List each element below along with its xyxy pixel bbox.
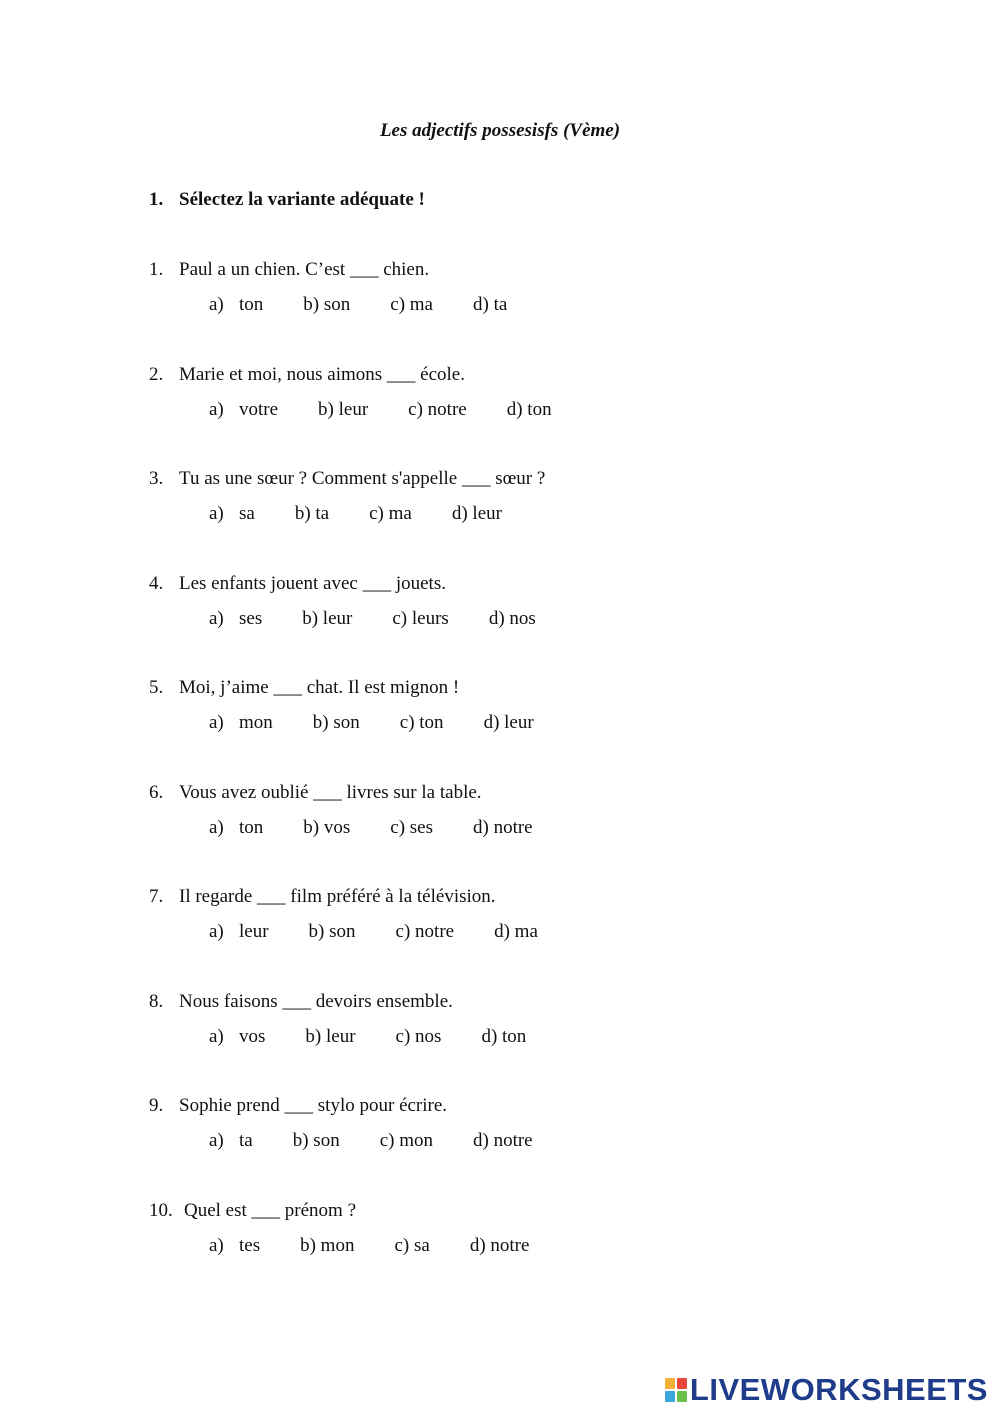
answer-option-d[interactable]: d) nos: [488, 608, 536, 629]
logo-square: [677, 1391, 687, 1402]
answer-option-b[interactable]: b) mon: [300, 1235, 355, 1256]
option-letter: a): [209, 1235, 224, 1256]
question-item: [149, 781, 849, 840]
answer-option-b[interactable]: b) leur: [318, 399, 369, 420]
answer-option-a[interactable]: [209, 920, 269, 944]
answer-option-b[interactable]: b) ta: [294, 503, 330, 524]
question-text: Sophie prend ___ stylo pour écrire.: [179, 1095, 448, 1116]
answer-option-d[interactable]: d) notre: [469, 1235, 530, 1256]
question-number: 1.: [149, 259, 164, 280]
question-line: [149, 781, 849, 805]
answer-option-b[interactable]: b) son: [292, 1130, 340, 1151]
question-text: Vous avez oublié ___ livres sur la table.: [179, 782, 482, 803]
option-word: mon: [239, 712, 273, 733]
logo-text: LIVEWORKSHEETS: [689, 1372, 988, 1407]
answer-option-c[interactable]: c) nos: [395, 1026, 442, 1047]
answer-option-c[interactable]: c) mon: [379, 1130, 433, 1151]
question-line: [149, 990, 849, 1014]
answer-option-d[interactable]: d) ton: [506, 399, 552, 420]
answer-option-b[interactable]: b) son: [308, 921, 356, 942]
question-text: Quel est ___ prénom ?: [184, 1200, 357, 1221]
question-text: Paul a un chien. C’est ___ chien.: [179, 259, 430, 280]
question-item: [149, 467, 849, 526]
question-line: [149, 363, 849, 387]
answer-option-c[interactable]: c) ton: [399, 712, 444, 733]
option-word: ses: [239, 608, 263, 629]
logo-square: [665, 1378, 675, 1389]
answer-option-c[interactable]: c) notre: [395, 921, 455, 942]
option-letter: a): [209, 503, 224, 524]
question-line: [149, 885, 849, 909]
question-line: [149, 1199, 849, 1223]
question-text: Moi, j’aime ___ chat. Il est mignon !: [179, 677, 460, 698]
section-number: 1.: [149, 189, 164, 210]
answer-options: [209, 1129, 849, 1153]
option-word: tes: [239, 1235, 261, 1256]
answer-option-a[interactable]: [209, 1129, 253, 1153]
option-letter: a): [209, 1026, 224, 1047]
answer-option-d[interactable]: d) leur: [451, 503, 502, 524]
section-heading-text: Sélectez la variante adéquate !: [179, 189, 425, 210]
answer-option-d[interactable]: d) ton: [481, 1026, 527, 1047]
answer-options: [209, 816, 849, 840]
question-item: [149, 1199, 849, 1258]
answer-option-a[interactable]: [209, 607, 262, 631]
answer-option-b[interactable]: b) son: [312, 712, 360, 733]
question-number: 9.: [149, 1095, 164, 1116]
question-line: [149, 467, 849, 491]
answer-options: [209, 711, 849, 735]
answer-options: [209, 1234, 849, 1258]
question-text: Marie et moi, nous aimons ___ école.: [179, 364, 465, 385]
question-number: 10.: [149, 1200, 173, 1221]
question-text: Nous faisons ___ devoirs ensemble.: [179, 991, 453, 1012]
answer-option-c[interactable]: c) ma: [369, 503, 412, 524]
option-letter: a): [209, 712, 224, 733]
answer-option-c[interactable]: c) ses: [390, 817, 433, 838]
answer-option-a[interactable]: [209, 398, 278, 422]
answer-options: [209, 293, 849, 317]
logo-square: [677, 1378, 687, 1389]
question-number: 8.: [149, 991, 164, 1012]
option-letter: a): [209, 399, 224, 420]
option-word: ta: [239, 1130, 253, 1151]
question-number: 4.: [149, 573, 164, 594]
question-number: 2.: [149, 364, 164, 385]
answer-option-a[interactable]: [209, 1234, 260, 1258]
option-word: ton: [239, 817, 264, 838]
answer-options: [209, 502, 849, 526]
answer-option-b[interactable]: b) son: [303, 294, 351, 315]
answer-options: [209, 920, 849, 944]
question-number: 6.: [149, 782, 164, 803]
option-word: leur: [239, 921, 269, 942]
question-text: Il regarde ___ film préféré à la télévision.: [179, 886, 496, 907]
answer-option-b[interactable]: b) leur: [305, 1026, 356, 1047]
question-item: [149, 363, 849, 422]
question-line: [149, 258, 849, 282]
logo-grid-icon: [665, 1378, 687, 1402]
question-text: Les enfants jouent avec ___ jouets.: [179, 573, 446, 594]
answer-option-d[interactable]: d) ta: [473, 294, 508, 315]
question-text: Tu as une sœur ? Comment s'appelle ___ sœur ?: [179, 468, 546, 489]
page-title: Les adjectifs possesisfs (Vème): [379, 120, 621, 141]
option-letter: a): [209, 1130, 224, 1151]
answer-option-d[interactable]: d) leur: [483, 712, 534, 733]
answer-option-a[interactable]: [209, 1025, 265, 1049]
answer-options: [209, 398, 849, 422]
answer-option-d[interactable]: d) notre: [473, 817, 533, 838]
answer-option-c[interactable]: c) leurs: [392, 608, 449, 629]
question-number: 7.: [149, 886, 164, 907]
option-word: votre: [239, 399, 279, 420]
option-word: vos: [239, 1026, 266, 1047]
answer-option-a[interactable]: [209, 293, 263, 317]
question-item: [149, 258, 849, 317]
answer-option-a[interactable]: [209, 502, 255, 526]
option-letter: a): [209, 817, 224, 838]
answer-options: [209, 607, 849, 631]
question-number: 3.: [149, 468, 164, 489]
question-line: [149, 1094, 849, 1118]
option-letter: a): [209, 294, 224, 315]
answer-option-c[interactable]: c) sa: [394, 1235, 430, 1256]
answer-option-a[interactable]: [209, 816, 263, 840]
question-item: [149, 676, 849, 735]
question-number: 5.: [149, 677, 164, 698]
option-letter: a): [209, 608, 224, 629]
liveworksheets-logo: [665, 1374, 988, 1406]
answer-option-c[interactable]: c) notre: [408, 399, 467, 420]
answer-option-c[interactable]: c) ma: [390, 294, 433, 315]
question-line: [149, 676, 849, 700]
option-word: sa: [239, 503, 255, 524]
question-item: [149, 1094, 849, 1153]
question-item: [149, 990, 849, 1049]
answer-option-b[interactable]: b) leur: [302, 608, 353, 629]
question-item: [149, 572, 849, 631]
answer-option-d[interactable]: d) notre: [473, 1130, 533, 1151]
answer-option-a[interactable]: [209, 711, 273, 735]
option-word: ton: [239, 294, 264, 315]
question-line: [149, 572, 849, 596]
answer-options: [209, 1025, 849, 1049]
question-item: [149, 885, 849, 944]
answer-option-d[interactable]: d) ma: [494, 921, 538, 942]
answer-option-b[interactable]: b) vos: [303, 817, 351, 838]
section-heading: [149, 188, 425, 212]
logo-square: [665, 1391, 675, 1402]
option-letter: a): [209, 921, 224, 942]
